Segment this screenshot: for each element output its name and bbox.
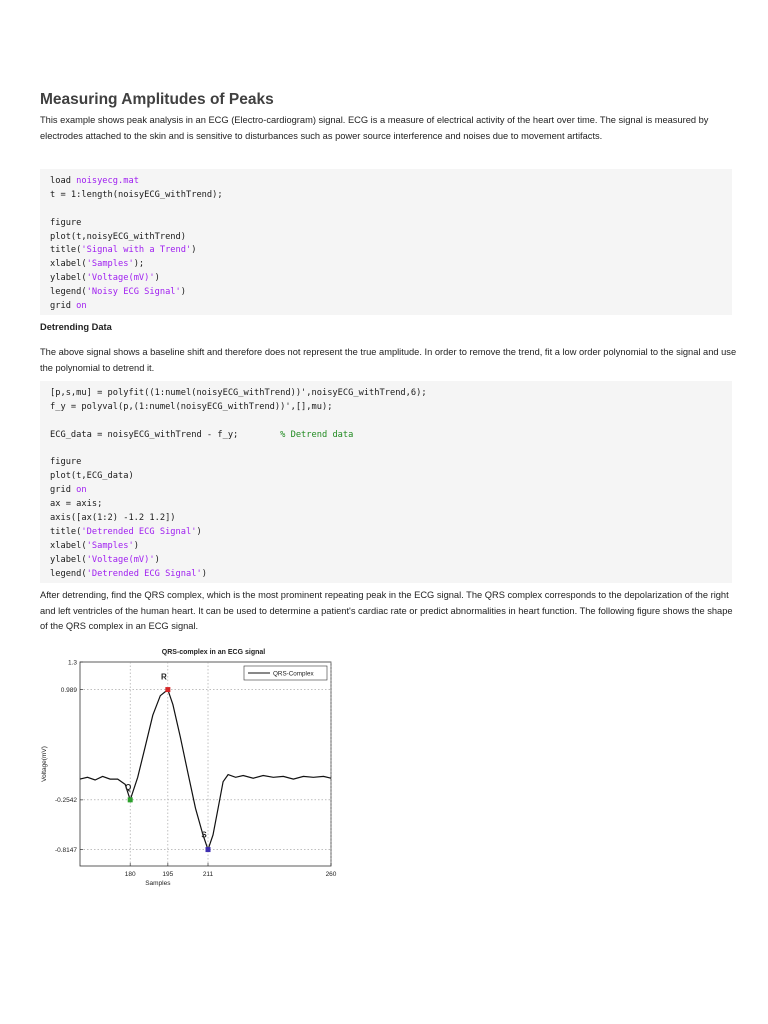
- code-line: ylabel('Voltage(mV)'): [50, 273, 160, 284]
- code-line: f_y = polyval(p,(1:numel(noisyECG_withTrend))',[],mu);: [50, 401, 333, 412]
- code-line: grid on: [50, 485, 87, 496]
- code-line: figure: [50, 217, 82, 228]
- code-line: load noisyecg.mat: [50, 176, 139, 186]
- intro-paragraph: This example shows peak analysis in an ECG (Electro-cardiogram) signal. ECG is a measure of electrical activity of the heart over time. The signal is measured by electrodes attached to the skin and is sensitive to disturbances such as power source interference and noises due to movement artifacts.: [40, 115, 709, 141]
- peak-label-s: S: [201, 830, 207, 840]
- code-line: grid on: [50, 301, 87, 312]
- code-line: legend('Detrended ECG Signal'): [50, 568, 207, 579]
- page-title: Measuring Amplitudes of Peaks: [40, 91, 274, 108]
- code-line: ax = axis;: [50, 499, 103, 510]
- peak-label-q: Q: [125, 782, 132, 792]
- code-line: ylabel('Voltage(mV)'): [50, 554, 160, 565]
- detrend-paragraph: The above signal shows a baseline shift and therefore does not represent the true amplitude. In order to remove the trend, fit a low order polynomial to the signal and use the polynomial to detrend it.: [40, 347, 737, 373]
- x-tick-label: 260: [325, 871, 337, 878]
- peak-marker-q: [128, 797, 133, 802]
- legend-label: QRS-Complex: [273, 670, 314, 678]
- code-line: xlabel('Samples'): [50, 540, 139, 551]
- code-line: legend('Noisy ECG Signal'): [50, 287, 187, 298]
- code-line: plot(t,noisyECG_withTrend): [50, 231, 186, 242]
- code-block-load: [40, 169, 732, 315]
- code-line: [p,s,mu] = polyfit((1:numel(noisyECG_withTrend))',noisyECG_withTrend,6);: [50, 388, 427, 398]
- y-tick-label: 0.989: [60, 686, 77, 694]
- code-line: t = 1:length(noisyECG_withTrend);: [50, 189, 223, 200]
- code-line: figure: [50, 457, 82, 468]
- code-line: plot(t,ECG_data): [50, 471, 134, 482]
- x-tick-label: 211: [202, 871, 214, 878]
- y-tick-label: -0.2542: [54, 797, 77, 805]
- y-axis-label: Voltage(mV): [41, 746, 48, 782]
- y-tick-label: 1.3: [67, 659, 77, 667]
- x-tick-label: 195: [162, 871, 174, 878]
- chart-title: QRS-complex in an ECG signal: [161, 649, 266, 656]
- code-line: ECG_data = noisyECG_withTrend - f_y; % Detrend data: [50, 429, 354, 440]
- code-line: xlabel('Samples');: [50, 259, 145, 270]
- series-line-qrs-complex: [80, 690, 331, 850]
- section-heading-detrending: Detrending Data: [40, 322, 112, 332]
- peak-marker-r: [165, 687, 170, 692]
- code-line: axis([ax(1:2) -1.2 1.2]): [50, 513, 176, 524]
- x-axis-label: Samples: [145, 880, 171, 887]
- code-line: title('Signal with a Trend'): [50, 245, 197, 256]
- peak-label-r: R: [160, 672, 167, 682]
- peak-marker-s: [206, 847, 211, 852]
- y-tick-label: -0.8147: [54, 846, 77, 854]
- qrs-chart: [36, 644, 346, 889]
- qrs-paragraph: After detrending, find the QRS complex, which is the most prominent repeating peak in the ECG signal. The QRS complex corresponds to the depolarization of the right and left ventricles of the human heart. It can be used to determine a patient's cardiac rate or predict abnormalities in heart function. The following figure shows the shape of the QRS complex in an ECG signal.: [40, 590, 733, 631]
- x-tick-label: 180: [124, 871, 136, 878]
- code-line: title('Detrended ECG Signal'): [50, 526, 202, 537]
- code-block-detrend: [40, 381, 732, 583]
